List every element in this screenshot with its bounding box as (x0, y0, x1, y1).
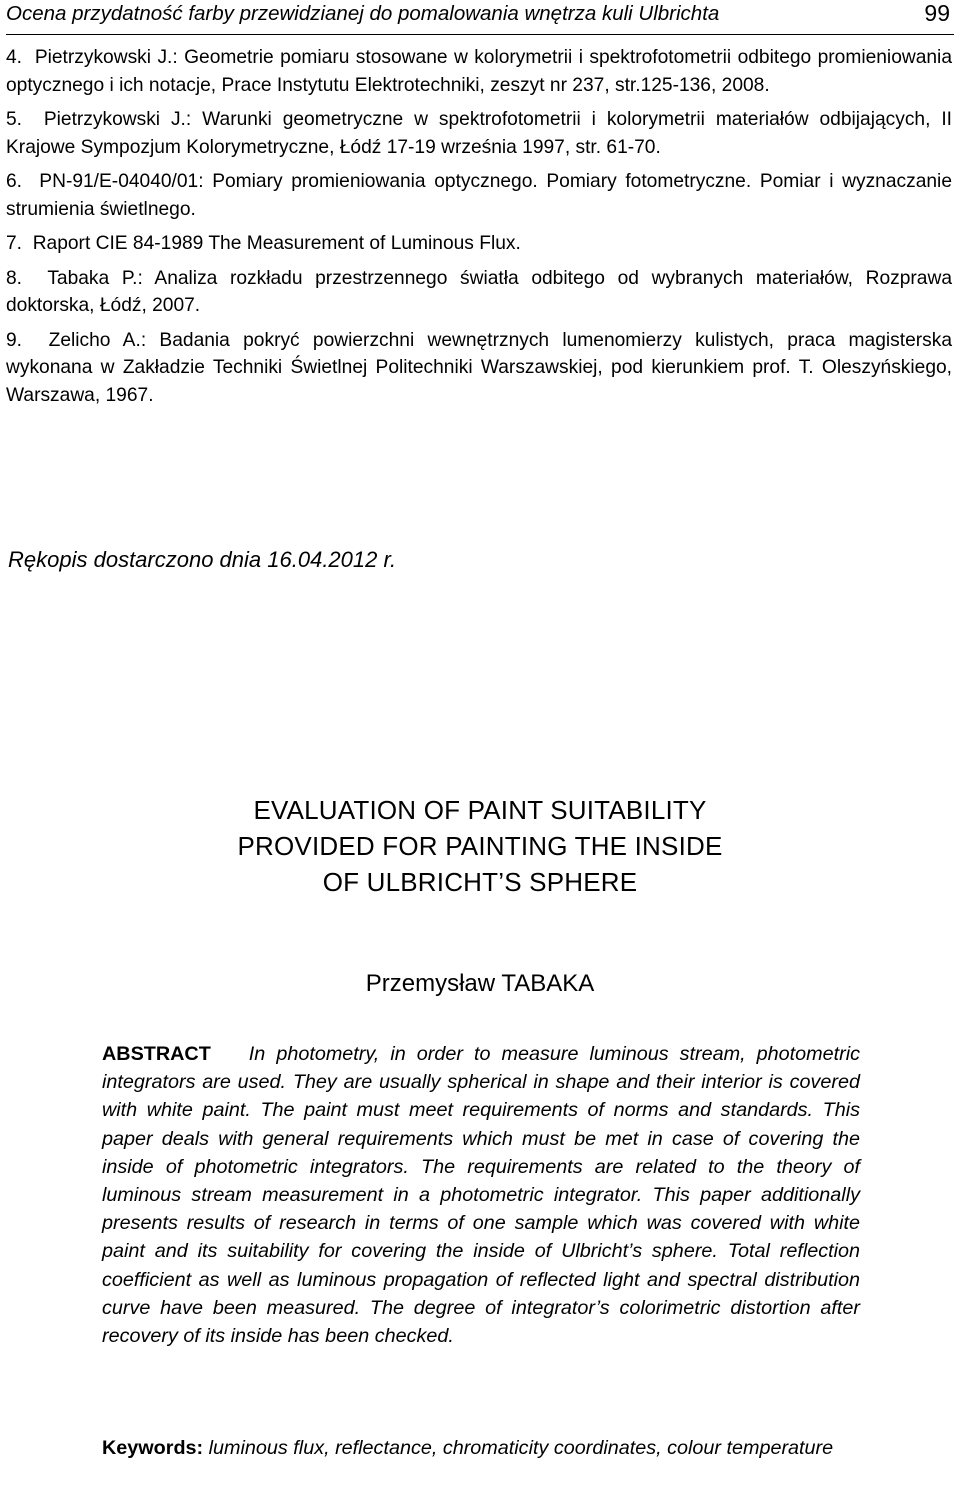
reference-text: : Geometrie pomiaru stosowane w kolorymetrii i spektrofotometrii odbitego promieniowania optycznego i ich notacje, Prace Instytutu Elektrotechniki, zeszyt nr 237, str.125-136, 2008. (6, 47, 952, 96)
reference-text: : Badania pokryć powierzchni wewnętrznych lumenomierzy kulistych, praca magisterska wykonana w Zakładzie Techniki Świetlnej Politechniki Warszawskiej, pod kierunkiem prof. T. Oleszyńskiego, Warszawa, 1967. (6, 329, 952, 406)
reference-item (6, 168, 952, 223)
references-list (6, 44, 952, 416)
abstract-text: In photometry, in order to measure luminous stream, photometric integrators are used. They are usually spherical in shape and their interior is covered with white paint. The paint must meet requirements of norms and standards. This paper deals with general requirements which must be met in case of covering the inside of photometric integrators. The requirements are related to the theory of luminous stream measurement in a photometric integrator. This paper additionally presents results of research in terms of one sample which was covered with white paint and its suitability for covering the inside of Ulbricht’s sphere. Total reflection coefficient as well as luminous propagation of reflected light and spectral distribution curve have been measured. The degree of integrator’s colorimetric distortion after recovery of its inside has been checked. (102, 1043, 860, 1348)
reference-text: PN-91/E-04040/01: Pomiary promieniowania optycznego. Pomiary fotometryczne. Pomiar i wyznaczanie strumienia świetlnego. (6, 171, 952, 220)
reference-author: Pietrzykowski J. (43, 109, 186, 130)
english-title (0, 792, 960, 900)
reference-number: 6. (6, 171, 23, 192)
english-title-line: PROVIDED FOR PAINTING THE INSIDE (237, 831, 723, 861)
reference-item (6, 106, 952, 161)
reference-number: 5. (6, 109, 23, 130)
running-header (6, 0, 954, 35)
keywords-label: Keywords: (102, 1437, 204, 1459)
reference-text: : Warunki geometryczne w spektrofotometrii i kolorymetrii materiałów odbijających, II Krajowe Sympozjum Kolorymetryczne, Łódź 17-19 września 1997, str. 61-70. (6, 109, 953, 158)
reference-item (6, 327, 952, 410)
reference-number: 8. (6, 267, 23, 289)
reference-item (6, 265, 952, 320)
received-date: Rękopis dostarczono dnia 16.04.2012 r. (8, 547, 397, 572)
reference-item (6, 230, 952, 258)
reference-number: 9. (6, 329, 23, 351)
reference-author: Tabaka P. (47, 267, 138, 289)
reference-item (6, 44, 952, 99)
abstract-label: ABSTRACT (102, 1043, 211, 1065)
page-number: 99 (924, 0, 950, 26)
english-title-line: EVALUATION OF PAINT SUITABILITY (253, 795, 707, 825)
reference-author: Pietrzykowski J. (34, 47, 173, 68)
reference-text: : Analiza rozkładu przestrzennego światła odbitego od wybranych materiałów, Rozprawa doktorska, Łódź, 2007. (6, 267, 952, 316)
reference-author: Zelicho A. (48, 329, 141, 351)
running-title: Ocena przydatność farby przewidzianej do pomalowania wnętrza kuli Ulbrichta (6, 2, 720, 25)
abstract (102, 1040, 860, 1350)
reference-number: 4. (6, 47, 23, 68)
reference-number: 7. (6, 233, 23, 254)
keywords-text: luminous flux, reflectance, chromaticity coordinates, colour temperature (208, 1437, 834, 1459)
english-title-line: OF ULBRICHT’S SPHERE (322, 867, 638, 897)
keywords (102, 1434, 860, 1462)
author-name: Przemysław TABAKA (365, 970, 595, 997)
reference-text: Raport CIE 84-1989 The Measurement of Luminous Flux. (32, 233, 521, 254)
